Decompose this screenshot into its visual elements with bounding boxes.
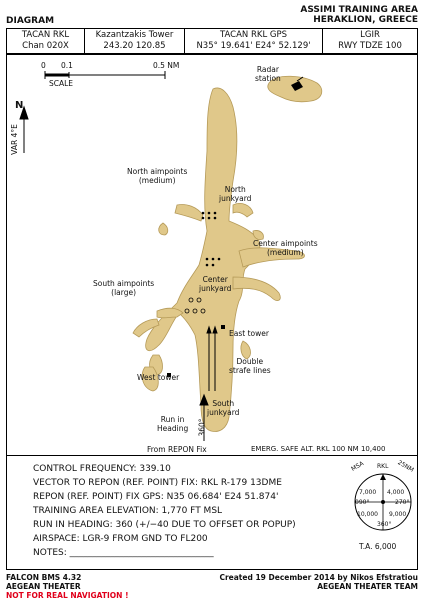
scale-zero: 0 <box>41 61 46 70</box>
tacan-channel: Chan 020X <box>22 41 69 51</box>
double-strafe-label: Double strafe lines <box>229 357 271 375</box>
vector-to-repon: VECTOR TO REPON (REF. POINT) FIX: RKL R-179 13DME <box>33 478 282 488</box>
msa-east: 270° <box>395 499 410 506</box>
area-location: HERAKLION, GREECE <box>313 15 418 25</box>
msa-sw: 10,000 <box>357 511 378 518</box>
msa-west: 090° <box>355 499 370 506</box>
center-junkyard-label: Center junkyard <box>199 275 232 293</box>
from-repon-label: From REPON Fix <box>147 445 207 454</box>
variation-label: VAR 4°E <box>9 124 19 155</box>
tacan-gps-label: TACAN RKL GPS <box>219 30 288 40</box>
range-map-drawing <box>7 55 418 456</box>
airport-cell <box>323 29 417 53</box>
diagram-title: DIAGRAM <box>6 16 55 26</box>
msa-diagram <box>350 459 415 538</box>
footer-team: AEGEAN THEATER TEAM <box>317 582 418 591</box>
range-map <box>6 54 418 456</box>
footer-theater: AEGEAN THEATER <box>6 582 81 591</box>
msa-ne: 4,000 <box>387 489 405 496</box>
airport-code: LGIR <box>360 30 380 40</box>
run-in-heading-value: 360° <box>197 418 207 437</box>
west-tower-label: West tower <box>137 373 180 382</box>
tacan-cell <box>7 29 85 53</box>
north-junkyard-label: North junkyard <box>219 185 252 203</box>
footer-sim-version: FALCON BMS 4.32 <box>6 573 82 582</box>
footer-warning: NOT FOR REAL NAVIGATION ! <box>6 591 129 600</box>
radar-station-label: Radar station <box>255 65 281 83</box>
info-bar <box>6 28 418 54</box>
south-aimpoints-label: South aimpoints (large) <box>93 279 155 297</box>
msa-label: MSA <box>350 460 366 473</box>
runway-tdze: RWY TDZE 100 <box>338 41 402 51</box>
run-in-heading-label: Run in Heading <box>157 415 189 433</box>
msa-navaid: RKL <box>377 463 389 470</box>
north-aimpoints-label: North aimpoints (medium) <box>127 167 188 185</box>
tower-cell <box>85 29 185 53</box>
center-aimpoints-label: Center aimpoints (medium) <box>253 239 318 257</box>
south-junkyard-label: South junkyard <box>207 399 240 417</box>
footer-credit: Created 19 December 2014 by Nikos Efstratiou <box>219 573 418 582</box>
airspace: AIRSPACE: LGR-9 FROM GND TO FL200 <box>33 534 208 544</box>
tower-freqs: 243.20 120.85 <box>103 41 166 51</box>
tacan-label: TACAN RKL <box>21 30 70 40</box>
tacan-gps-coords: N35° 19.641' E24° 52.129' <box>196 41 311 51</box>
msa-se: 9,000 <box>389 511 407 518</box>
repon-gps: REPON (REF. POINT) FIX GPS: N35 06.684' E24 51.874' <box>33 492 279 502</box>
north-letter: N <box>15 100 24 111</box>
msa-south: 360° <box>377 521 392 528</box>
north-arrow-icon <box>20 107 28 153</box>
range-info-panel <box>6 456 418 570</box>
scale-tick-05: 0.5 NM <box>153 61 180 70</box>
tower-label: Kazantzakis Tower <box>95 30 174 40</box>
control-frequency: CONTROL FREQUENCY: 339.10 <box>33 464 171 474</box>
east-tower-icon <box>221 325 225 329</box>
training-elevation: TRAINING AREA ELEVATION: 1,770 FT MSL <box>33 506 223 516</box>
notes: NOTES: ________________________________ <box>33 548 214 558</box>
run-in-heading: RUN IN HEADING: 360 (+/−40 DUE TO OFFSET OR POPUP) <box>33 520 296 530</box>
scale-label: SCALE <box>49 79 74 88</box>
emergency-safe-altitude: EMERG. SAFE ALT. RKL 100 NM 10,400 <box>251 445 386 453</box>
msa-radius: 25NM <box>396 459 415 474</box>
transition-altitude: T.A. 6,000 <box>359 542 397 551</box>
scale-tick-01: 0.1 <box>61 61 73 70</box>
area-title: ASSIMI TRAINING AREA <box>300 5 418 15</box>
east-tower-label: East tower <box>229 329 269 338</box>
msa-nw: 7,000 <box>359 489 377 496</box>
tacan-gps-cell <box>185 29 323 53</box>
scale-bar <box>45 71 165 79</box>
